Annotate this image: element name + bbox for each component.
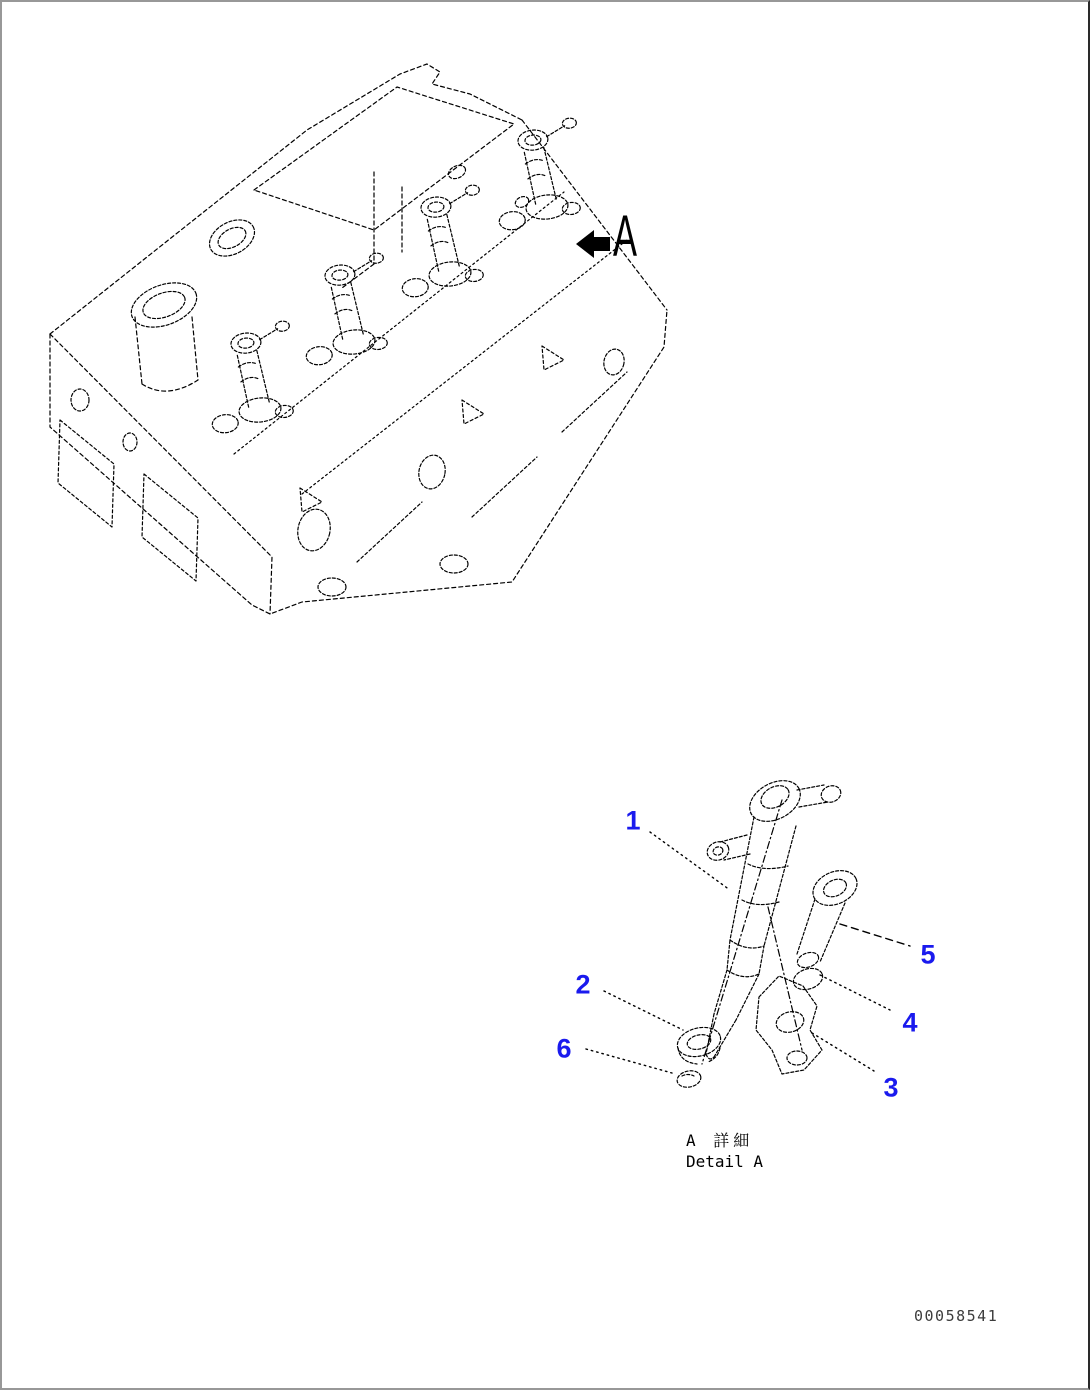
document-number: 00058541 [914,1307,999,1325]
diagram-artwork [2,2,1090,1390]
callout-leader-lines [586,832,910,1073]
detail-caption [686,1130,763,1172]
callout-6: 6 [556,1033,572,1064]
callout-5: 5 [920,939,936,970]
callout-2: 2 [575,969,591,1000]
callout-1: 1 [625,805,641,836]
callout-4: 4 [902,1007,918,1038]
detail-caption-english: Detail A [686,1152,764,1171]
detail-caption-japanese: A 詳細 [686,1131,754,1150]
view-label-a: A [613,204,637,269]
detail-view-arrow-left-icon [576,230,610,258]
engine-overview-drawing [50,64,667,614]
detail-a-drawing [674,772,862,1089]
callout-3: 3 [883,1072,899,1103]
